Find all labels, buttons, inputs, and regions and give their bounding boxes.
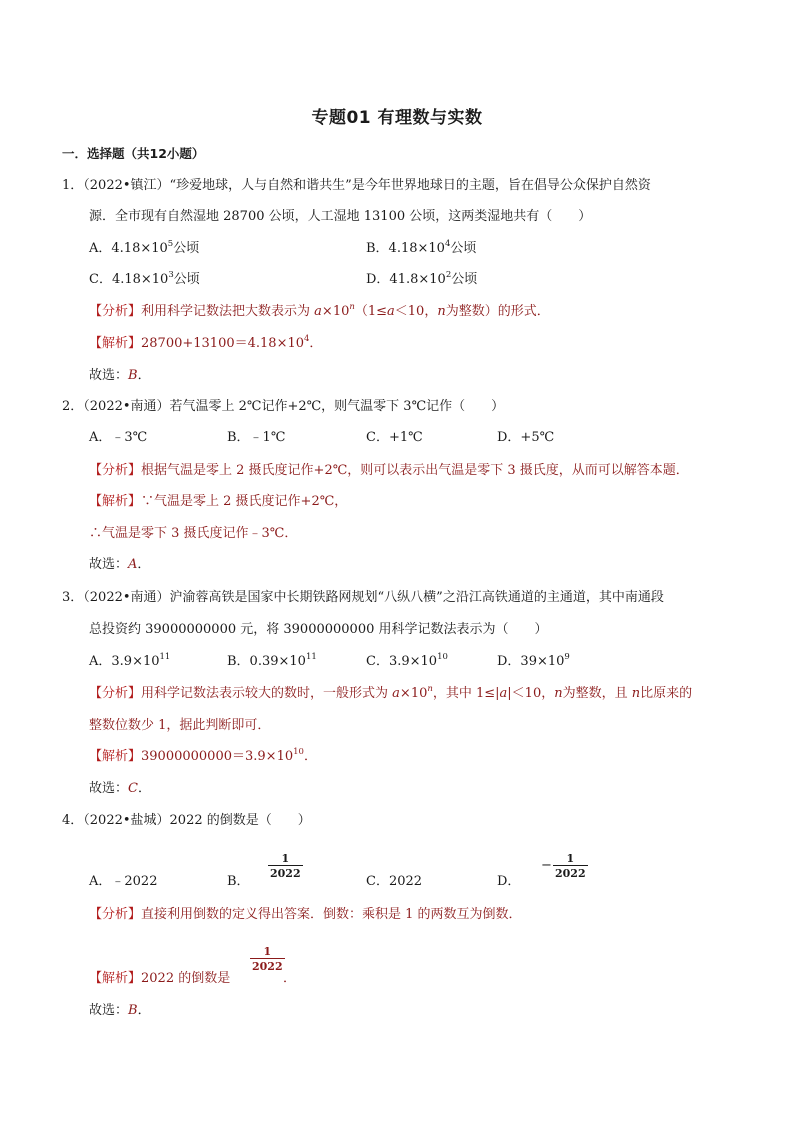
q4-solution-fraction: $\frac{1}{2022}$ — [252, 945, 283, 973]
section-heading: 一．选择题（共12小题） — [62, 146, 205, 161]
q1-answer: 故选：B． — [89, 368, 151, 383]
q2-solution-line1: 【解析】∵气温是零上 2 摄氏度记作+2℃， — [89, 494, 348, 509]
q1-stem-line2: 源．全市现有自然湿地 28700 公顷，人工湿地 13100 公顷，这两类湿地共有（ ） — [89, 209, 592, 224]
q4-stem: 4．（2022•盐城）2022 的倒数是（ ） — [62, 813, 311, 828]
q2-option-a: A．﹣3℃ — [89, 430, 148, 445]
q1-stem-line1: 1．（2022•镇江）“珍爱地球，人与自然和谐共生”是今年世界地球日的主题，旨在倡导公众保护自然资 — [62, 178, 651, 193]
q3-solution: 【解析】$39000000000=3.9\times 10^{10}$． — [89, 747, 317, 764]
q4-option-c: C．2022 — [366, 874, 423, 889]
q3-option-d: D．$39\times 10^9$ — [497, 652, 570, 669]
q4-option-d-minus: − — [541, 858, 552, 873]
q2-analysis: 【分析】根据气温是零上 2 摄氏度记作+2℃，则可以表示出气温是零下 3 摄氏度，从而可以解答本题． — [89, 463, 689, 478]
analysis-tag: 【分析】 — [89, 907, 142, 922]
q3-stem-line2: 总投资约 39000000000 元，将 39000000000 用科学记数法表示为（ ） — [89, 622, 548, 637]
q2-option-b: B．﹣1℃ — [227, 430, 286, 445]
q2-stem: 2．（2022•南通）若气温零上 2℃记作+2℃，则气温零下 3℃记作（ ） — [62, 399, 505, 414]
page-title: 专题01 有理数与实数 — [311, 108, 483, 128]
q3-option-b: B．$0.39\times 10^{11}$ — [227, 652, 317, 669]
q1-option-b: B．$4.18\times 10^4$公顷 — [366, 239, 477, 256]
q4-option-b-label: B． — [227, 874, 250, 889]
solution-tag: 【解析】 — [89, 749, 142, 764]
q3-stem-line1: 3．（2022•南通）沪渝蓉高铁是国家中长期铁路网规划“八纵八横”之沿江高铁通道的主通道，其中南通段 — [62, 590, 664, 605]
q4-answer: 故选：B． — [89, 1003, 151, 1018]
q2-option-d: D．+5℃ — [497, 430, 555, 445]
q1-solution: 【解析】$28700+13100=4.18\times 10^4$． — [89, 334, 323, 351]
q3-option-a: A．$3.9\times 10^{11}$ — [89, 652, 171, 669]
q4-option-a: A．﹣2022 — [89, 874, 158, 889]
q3-option-c: C．$3.9\times 10^{10}$ — [366, 652, 448, 669]
solution-tag: 【解析】 — [89, 336, 142, 351]
analysis-tag: 【分析】 — [89, 463, 142, 478]
q3-analysis-line2: 整数位数少 1，据此判断即可． — [89, 718, 271, 733]
q1-option-c: C．$4.18\times 10^3$公顷 — [89, 270, 200, 287]
q4-solution-end: ． — [283, 971, 297, 986]
q2-solution-line2: ∴气温是零下 3 摄氏度记作﹣3℃． — [89, 526, 298, 541]
solution-tag: 【解析】 — [89, 971, 142, 986]
q4-analysis: 【分析】直接利用倒数的定义得出答案．倒数：乘积是 1 的两数互为倒数． — [89, 907, 522, 922]
solution-tag: 【解析】 — [89, 494, 142, 509]
q4-option-b-fraction: $\frac{1}{2022}$ — [270, 852, 301, 880]
q1-analysis: 【分析】利用科学记数法把大数表示为 $a\times 10^n(1\le a<10$，n为整数）的形式． — [89, 302, 550, 319]
q1-option-d: D．$41.8\times 10^2$公顷 — [366, 270, 478, 287]
q1-option-a: A．$4.18\times 10^5$公顷 — [89, 239, 200, 256]
q4-solution: 【解析】2022 的倒数是 — [89, 971, 231, 986]
analysis-tag: 【分析】 — [89, 686, 142, 701]
q4-option-d-fraction: $\frac{1}{2022}$ — [555, 852, 586, 880]
q2-answer: 故选：A． — [89, 557, 151, 572]
q3-analysis-line1: 【分析】用科学记数法表示较大的数时，一般形式为 $a\times 10^n$，其中 1≤|a|＜10，n为整数，且 n比原来的 — [89, 684, 693, 701]
analysis-tag: 【分析】 — [89, 304, 142, 319]
q4-option-d-label: D． — [497, 874, 521, 889]
q2-option-c: C．+1℃ — [366, 430, 423, 445]
q3-answer: 故选：C． — [89, 781, 151, 796]
